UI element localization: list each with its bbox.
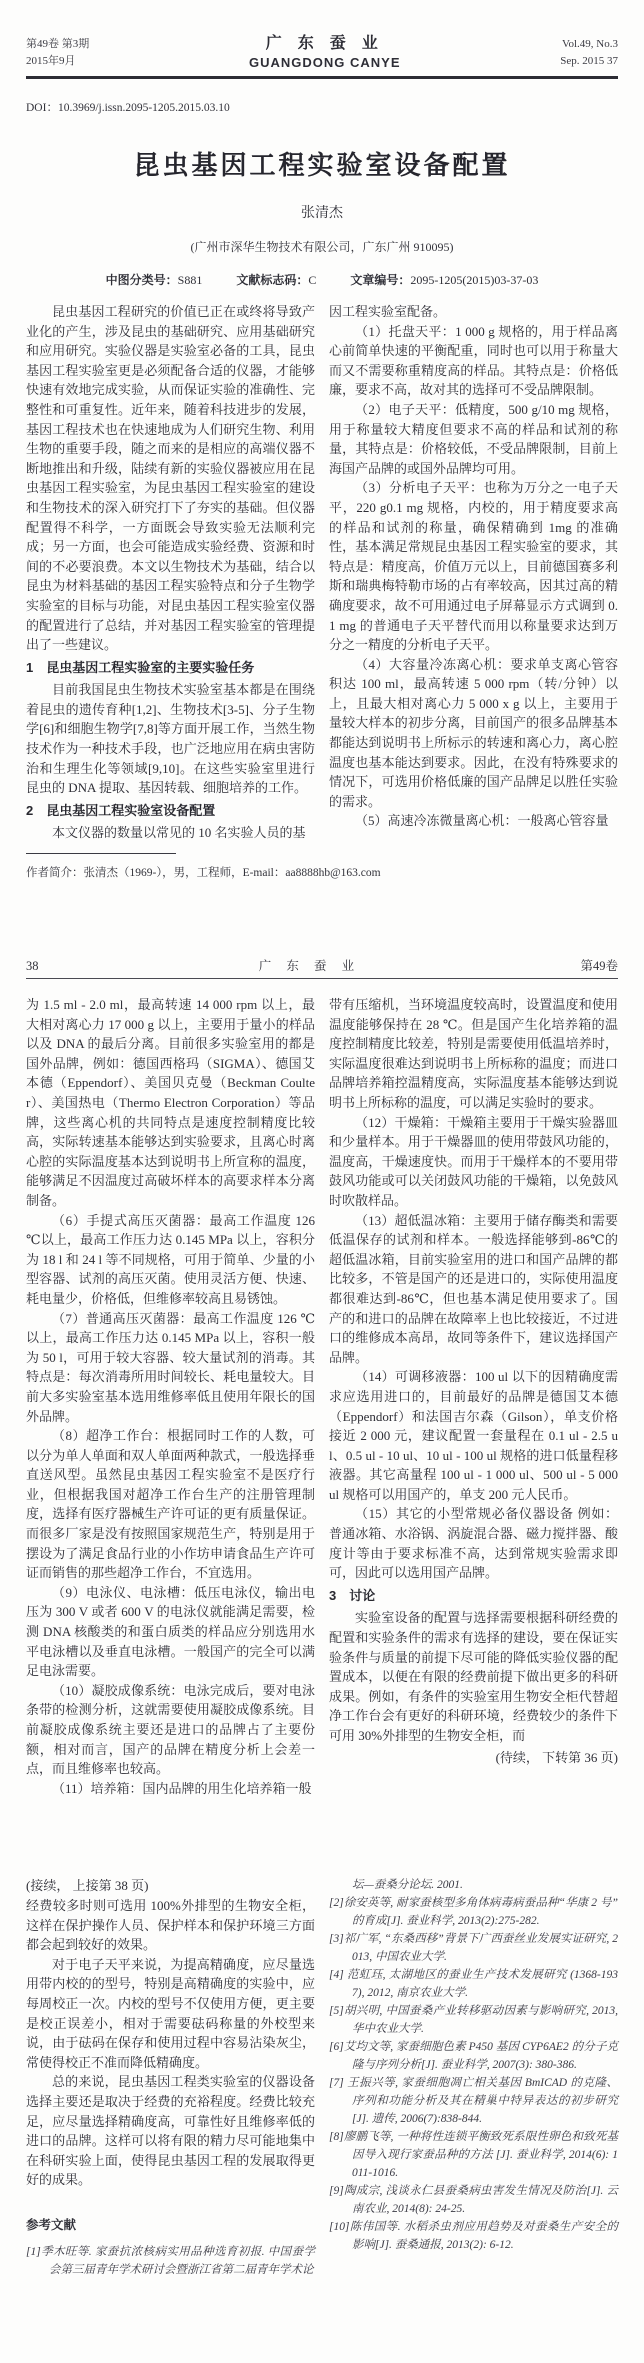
article-id: 文章编号：2095-1205(2015)03-37-03	[350, 273, 539, 287]
volume-issue-block	[26, 36, 89, 70]
reference-item: [8]廖鹏飞等, 一种将性连锁平衡致死系限性卵色和致死基因导入现行家蚕品种的方法 [J]. 蚕业科学, 2014(6): 1011-1016.	[329, 2131, 618, 2180]
running-header-rule	[26, 978, 618, 979]
paragraph: （1）托盘天平：1 000 g 规格的，用于样品离心前简单快速的平衡配重，同时也可以用于称量大而又不需要称重精度高的样品。其特点是：价格低廉，要求不高，故对其的选择可不受品牌限制。	[329, 323, 618, 398]
paragraph: 对于电子天平来说，为提高精确度，应尽量选用带内校的的型号，特别是高精确度的实验中，应每周校正一次。内校的型号不仅使用方便，更主要是校正误差小，相对于需要砝码称量的外校型来说，由于砝码在保存和使用过程中容易沾染灰尘，常使得校正不准而降低精确度。	[26, 1956, 315, 2070]
left-column	[26, 1876, 315, 2279]
page-number: 38	[26, 959, 39, 974]
paragraph: 因工程实验室配备。	[329, 304, 447, 319]
paragraph: （14）可调移液器：100 ul 以下的因精确度需求应选用进口的，目前最好的品牌是德国艾本德（Eppendorf）和法国吉尔森（Gilson），单支价格接近 2 000 元，建议配置一套量程在 0.1 ul - 2.5 ul、0.5 ul - 10 ul、10 ul - 100 ul 规格的进口低量程移液器。其它高量程 100 ul - 1 000 ul、500 ul - 5 000 ul 规格可以用国产的，单支 200 元人民币。	[329, 1369, 618, 1502]
paragraph: （5）高速冷冻微量离心机：一般离心管容量	[355, 813, 609, 829]
page-1	[26, 30, 618, 880]
issue-date-en: Sep. 2015 37	[560, 55, 618, 67]
paragraph: （8）超净工作台：根据同时工作的人数，可以分为单人单面和双人单面两种款式，一般选择垂直送风型。虽然昆虫基因工程实验室不是医疗行业，但根据我国对超净工作台生产的注册管理制度，选择有医疗器械生产许可证的更有质量保证。而很多厂家是没有按照国家规范生产，特别是用于摆设为了满足食品行业的小作坊申请食品生产许可证而销售的那些超净工作台，不宜选用。	[26, 1428, 315, 1581]
author-name: 张清杰	[301, 206, 343, 221]
doi-line: DOI：10.3969/j.issn.2095-1205.2015.03.10	[26, 102, 230, 114]
journal-title-cn: 广 东 蚕 业	[265, 35, 384, 52]
reference-item: [10]陈伟国等. 水稻杀虫剂应用趋势及对蚕桑生产安全的影响[J]. 蚕桑通报, 2013(2): 6-12.	[329, 2221, 618, 2252]
paragraph: （4）大容量冷冻离心机：要求单支离心管容积达 100 ml，最高转速 5 000 rpm（转/分钟）以上，且最大相对离心力 5 000 x g 以上，主要用于量较大样本的初步分离，目前国产的很多品牌基本都能达到说明书上所标示的转速和离心力，离心腔温度也基本能达到要求。因此，在没有特殊要求的情况下，可选用价格低廉的国产品牌足以胜任实验的需求。	[329, 656, 618, 809]
section-heading: 2 昆虫基因工程实验室设备配置	[26, 802, 216, 818]
clc-number: 中图分类号：S881	[105, 273, 203, 287]
paragraph: （6）手提式高压灭菌器：最高工作温度 126 ℃以上，最高工作压力达 0.145 MPa 以上，容积分为 18 l 和 24 l 等不同规格，可用于简单、少量的小型容器、试剂的高压灭菌。使用灵活方便、快速、耗电量少，价格低，但维修率较高且易锈蚀。	[26, 1212, 315, 1306]
page1-body	[26, 302, 618, 843]
page-2	[26, 956, 618, 1798]
page2-body	[26, 995, 618, 1798]
paragraph: 带有压缩机，当环境温度较高时，设置温度和使用温度能够保持在 28 ℃。但是国产生化培养箱的温度控制精度比较差，特别是需要使用低温培养时，实际温度很难达到说明书上所标称的温度；而进口品牌培养箱控温精度高，实际温度基本能够达到说明书上所标称的温度，可以满足实验时的要求。	[329, 997, 618, 1110]
paragraph: （13）超低温冰箱：主要用于储存酶类和需要低温保存的试剂和样本。一般选择能够到-86℃的超低温冰箱，目前实验室用的进口和国产品牌的都比较多，不管是国产的还是进口的，实际使用温度都很难达到-86℃，但也基本满足使用要求了。国产的和进口的品牌在故障率上也比较接近，不过进口的维修成本高昂，故同等条件下，建议选择国产品牌。	[329, 1212, 618, 1365]
page-3	[26, 1876, 618, 2279]
section-heading: 1 昆虫基因工程实验室的主要实验任务	[26, 659, 255, 675]
author-affiliation: (广州市深华生物技术有限公司，广东广州 910095)	[190, 240, 454, 254]
journal-header	[26, 30, 618, 70]
running-header	[26, 956, 618, 974]
reference-item: [7] 王振兴等, 家蚕细胞凋亡相关基因 BmICAD 的克隆、序列和功能分析及其在精巢中特异表达的初步研究[J]. 遗传, 2006(7):838-844.	[329, 2077, 618, 2126]
paragraph: （15）其它的小型常规必备仪器设备 例如：普通冰箱、水浴锅、涡旋混合器、磁力搅拌器、酸度计等由于要求标准不高，达到常规实验需求即可，因此可以选用国产品牌。	[329, 1506, 618, 1581]
volume-issue-en: Vol.49, No.3	[561, 38, 618, 50]
reference-item: [4] 范虹珏, 太湖地区的蚕业生产技术发展研究 (1368-1937), 2012, 南京农业大学.	[329, 1969, 618, 2000]
section-heading: 3 讨论	[329, 1587, 376, 1603]
paragraph: (接续， 上接第 38 页)	[26, 1878, 149, 1894]
journal-title-en: GUANGDONG CANYE	[248, 55, 401, 70]
paragraph: （12）干燥箱：干燥箱主要用于干燥实验器皿和少量样本。用于干燥器皿的使用带鼓风功能的，温度高，干燥速度快。而用于干燥样本的不要用带鼓风功能或可以关闭鼓风功能的干燥箱，以免鼓风时吹散样品。	[329, 1114, 618, 1208]
journal-title-block	[249, 30, 401, 70]
reference-item: 坛—蚕桑分论坛. 2001.	[352, 1879, 463, 1892]
footnote-rule	[26, 853, 176, 854]
article-title: 昆虫基因工程实验室设备配置	[133, 150, 511, 180]
paragraph: （10）凝胶成像系统：电泳完成后，要对电泳条带的检测分析，这就需要使用凝胶成像系统。目前凝胶成像系统主要还是进口的品牌占了主要份额，相对而言，国产的品牌在精度分析上会差一点，而且维修率也较高。	[26, 1682, 315, 1777]
paragraph: 经费较多时则可选用 100%外排型的生物安全柜，这样在保护操作人员、保护样本和保护环境三方面都会起到较好的效果。	[26, 1897, 315, 1953]
running-journal-title: 广 东 蚕 业	[258, 959, 361, 974]
references-heading: 参考文献	[26, 2217, 77, 2232]
reference-item: [6]艾均文等, 家蚕细胞色素 P450 基因 CYP6AE2 的分子克隆与序列分析[J]. 蚕业科学, 2007(3): 380-386.	[329, 2041, 618, 2072]
volume-issue-cn: 第49卷 第3期	[26, 38, 90, 50]
left-column	[26, 995, 315, 1798]
paragraph: 实验室设备的配置与选择需要根据科研经费的配置和实验条件的需求有选择的建设，要在保证实验条件与质量的前提下尽可能的降低实验仪器的配置成本，以便在有限的经费前提下做出更多的科研成果。例如，有条件的实验室用生物安全柜代替超净工作台会有更好的科研环境，经费较少的条件下可用 30%外排型的生物安全柜，而	[329, 1610, 618, 1743]
reference-item: [5]胡兴明, 中国蚕桑产业转移驱动因素与影响研究, 2013, 华中农业大学.	[329, 2005, 618, 2036]
author-bio-footnote: 作者简介：张清杰（1969-），男，工程师，E-mail：aa8888hb@163.com	[26, 867, 381, 880]
document-code: 文献标志码：C	[236, 273, 317, 287]
paragraph: 目前我国昆虫生物技术实验室基本都是在围绕着昆虫的遗传育种[1,2]、生物技术[3-5]、分子生物学[6]和细胞生物学[7,8]等方面开展工作，当然生物技术作为一种技术手段，也广泛地应用在病虫害防治和生理生化等领域[9,10]。在这些实验室里进行昆虫的 DNA 提取、基因转载、细胞培养的工作。	[26, 682, 315, 796]
paragraph: （2）电子天平：低精度，500 g/10 mg 规格，用于称量较大精度但要求不高的样品和试剂的称量，其特点是：价格较低，不受品牌限制，目前上海国产品牌的或国外品牌均可用。	[329, 401, 618, 476]
paragraph: （3）分析电子天平：也称为万分之一电子天平，220 g0.1 mg 规格，内校的，用于精度要求高的样品和试剂的称量，确保精确到 1mg 的准确性，基本满足常规昆虫基因工程实验室的要求，其特点是：精度高，价值万元以上，目前德国赛多利斯和瑞典梅特勒市场的占有率较高，因其过高的精确度要求，故不可用通过电子屏幕显示方式调到 0.1 mg 的普通电子天平替代而用以称量要求达到万分之一精度的分析电子天平。	[329, 480, 618, 653]
reference-item: [9]陶成宗, 浅谈永仁县蚕桑病虫害发生情况及防治[J]. 云南农业, 2014(8): 24-25.	[329, 2185, 618, 2216]
paragraph: 总的来说，昆虫基因工程类实验室的仪器设备选择主要还是取决于经费的充裕程度。经费比较充足，应尽量选择精确度高，可靠性好且维修率低的进口的品牌。这样可以将有限的精力尽可能地集中在科研实验上面，使得昆虫基因工程的发展取得更好的成果。	[26, 2074, 315, 2188]
issue-date-cn: 2015年9月	[26, 55, 76, 67]
paragraph: （7）普通高压灭菌器：最高工作温度 126 ℃以上，最高工作压力达 0.145 MPa 以上，容积一般为 50 l，可用于较大容器、较大量试剂的消毒。其特点是：每次消毒所用时间较长、耗电量较大。目前大多实验室基本选用维修率低且使用年限长的国外品牌。	[26, 1310, 315, 1424]
article-meta	[26, 271, 618, 288]
reference-item: [2]徐安英等, 耐家蚕核型多角体病毒病蚕品种“华康 2 号”的育成[J]. 蚕业科学, 2013(2):275-282.	[329, 1897, 618, 1928]
right-column	[329, 1876, 618, 2279]
volume-issue-en-block	[560, 36, 618, 70]
paragraph: (待续， 下转第 36 页)	[495, 1749, 618, 1765]
right-column	[329, 302, 618, 843]
page3-body	[26, 1876, 618, 2279]
paragraph: （9）电泳仪、电泳槽：低压电泳仪，输出电压为 300 V 或者 600 V 的电泳仪就能满足需要，检测 DNA 核酸类的和蛋白质类的样品应分别选用水平电泳槽以及垂直电泳槽。一般国产的完全可以满足电泳需要。	[26, 1584, 315, 1679]
paragraph: （11）培养箱：国内品牌的用生化培养箱一般	[52, 1780, 312, 1796]
paragraph: 本文仪器的数量以常见的 10 名实验人员的基	[52, 825, 306, 841]
left-column	[26, 302, 315, 843]
reference-item: [1]季木旺等. 家蚕抗浓核病实用品种选育初报. 中国蚕学会第三届青年学术研讨会暨浙江省第二届青年学术论	[26, 2246, 315, 2277]
paragraph: 为 1.5 ml - 2.0 ml，最高转速 14 000 rpm 以上，最大相对离心力 17 000 g 以上，主要用于量小的样品以及 DNA 的最后分离。目前很多实验室用的都是国外品牌，例如：德国西格玛（SIGMA）、德国艾本德（Eppendorf）、美国贝克曼（Beckman Coulter）、美国热电（Thermo Electron Corporation）等品牌，这些离心机的共同特点是速度控制精度比较高，实际转速基本能够达到实验要求，且离心时离心腔的实际温度基本达到说明书上所宣称的温度，能够满足不因温度过高破坏样本的高要求样本分离制备。	[26, 997, 315, 1208]
header-rule	[26, 76, 618, 79]
reference-item: [3]祁广军, “东桑西移”背景下广西蚕丝业发展实证研究, 2013, 中国农业大学.	[329, 1933, 618, 1964]
right-column	[329, 995, 618, 1798]
running-volume: 第49卷	[580, 959, 618, 974]
paragraph: 昆虫基因工程研究的价值已正在或终将导致产业化的产生，涉及昆虫的基础研究、应用基础研究和应用研究。实验仪器是实验室必备的工具，昆虫基因工程实验室更是必须配备合适的仪器，才能够快速有效地完成实验，从而保证实验的准确性、完整性和可重复性。近年来，随着科技进步的发展，基因工程技术也在快速地成为人们研究生物、利用生物的重要手段，随之而来的是相应的高端仪器不断地推出和升级，陆续有新的实验仪器被应用在昆虫基因工程实验室，为昆虫基因工程实验室的建设和生物技术的深入研究打下了夯实的基础。但仪器配置得不科学，一方面既会导致实验无法顺利完成；另一方面，也会可能造成实验经费、资源和时间的不必要浪费。本文以生物技术为基础，结合以昆虫为材料基础的基因工程实验特点和分子生物学实验室的目标与功能，对昆虫基因工程实验室仪器的配置进行了总结，并对基因工程实验室的管理提出了一些建议。	[26, 304, 315, 653]
